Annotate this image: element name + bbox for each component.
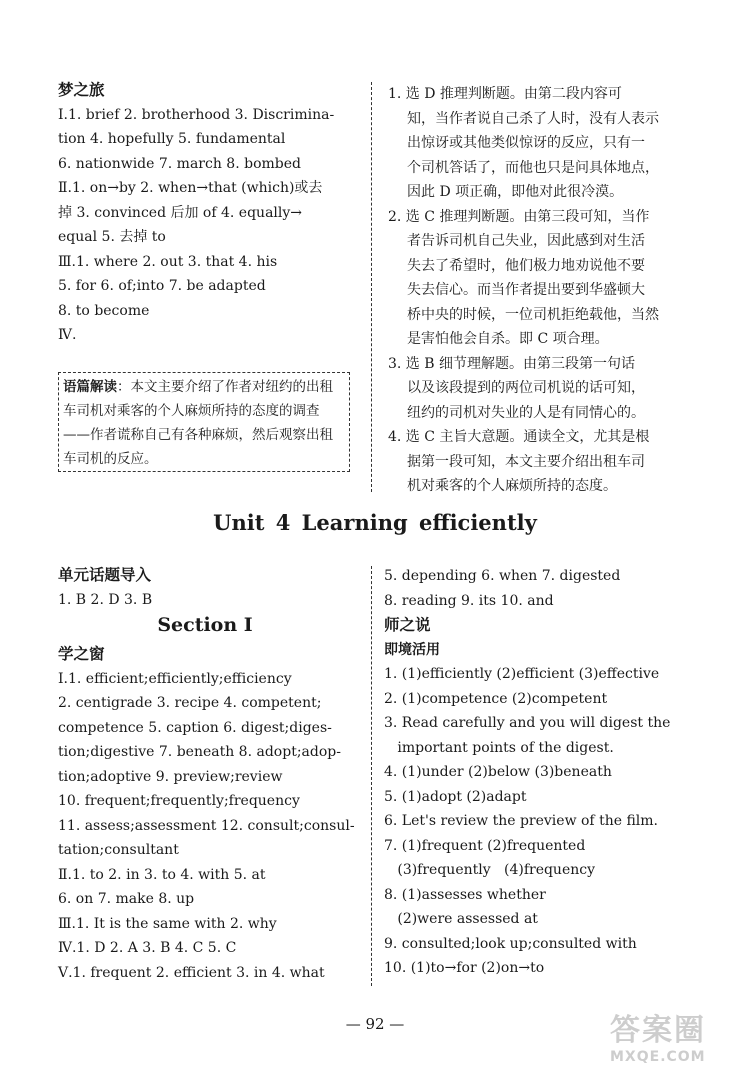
bottom-left-answers (52, 642, 362, 985)
bottom-left-column (58, 563, 358, 612)
answer-line: 5. for 6. of;into 7. be adapted (58, 278, 266, 294)
bottom-right-column (384, 564, 714, 981)
answer-line: tion 4. hopefully 5. fundamental (58, 131, 286, 147)
answer-line: 1. B 2. D 3. B (58, 591, 153, 608)
section-title: Section Ⅰ (157, 614, 253, 636)
answer-line: equal 5. 去掉 to (58, 229, 166, 245)
heading-study-window: 学之窗 (58, 644, 105, 663)
explanation-line: 据第一段可知，本文主要介绍出租车司 (407, 453, 645, 470)
explanation-line: 出惊讶或其他类似惊讶的反应，只有一 (407, 135, 645, 151)
answer-line: 2. centigrade 3. recipe 4. competent; (58, 695, 322, 711)
answer-line: 11. assess;assessment 12. consult;consul- (58, 817, 355, 834)
answer-line: Ⅱ.1. on→by 2. when→that (which)或去 (58, 180, 323, 196)
answer-line: 8. to become (58, 302, 150, 319)
passage-note-box (58, 372, 350, 472)
explanation-line: 桥中央的时候，一位司机拒绝载他，当然 (407, 306, 659, 323)
page-number: — 92 — (345, 1015, 405, 1033)
answer-line: 8. (1)assesses whether (384, 886, 546, 903)
explanation-line: 纽约的司机对失业的人是有同情心的。 (407, 404, 645, 421)
explanation-line: 知，当作者说自己杀了人时，没有人表示 (407, 110, 659, 127)
explanation-line: 3. 选 B 细节理解题。由第三段第一句话 (388, 355, 635, 372)
answer-line: 6. nationwide 7. march 8. bombed (58, 155, 301, 172)
answer-line: 4. (1)under (2)below (3)beneath (384, 764, 612, 780)
column-divider (371, 82, 372, 492)
answer-line: Ⅰ.1. efficient;efficiently;efficiency (58, 670, 292, 687)
note-label: 语篇解读 (63, 379, 117, 395)
explanation-line: 因此 D 项正确，即他对此很冷漠。 (407, 184, 624, 200)
answer-line: 10. (1)to→for (2)on→to (384, 960, 545, 976)
explanation-line: 2. 选 C 推理判断题。由第三段可知，当作 (388, 208, 650, 225)
top-left-column (58, 78, 358, 348)
answer-line: 9. consulted;look up;consulted with (384, 935, 637, 952)
answer-line: 5. depending 6. when 7. digested (384, 568, 621, 584)
answer-line: 6. Let's review the preview of the film. (384, 813, 658, 829)
answer-line: (3)frequently (4)frequency (384, 862, 596, 878)
heading-dream-journey: 梦之旅 (58, 80, 105, 99)
note-text: ：本文主要介绍了作者对纽约的出租车司机对乘客的个人麻烦所持的态度的调查——作者谎称自己有各种麻烦，然后观察出租车司机的反应。 (63, 379, 333, 467)
answer-line: Ⅲ.1. where 2. out 3. that 4. his (58, 253, 278, 270)
heading-unit-topic: 单元话题导入 (58, 565, 152, 584)
explanation-line: 失去了希望时，他们极力地劝说他不要 (407, 257, 645, 274)
answer-line: 10. frequent;frequently;frequency (58, 793, 300, 809)
explanation-line: 是害怕他会自杀。即 C 项合理。 (407, 331, 609, 347)
answer-line: competence 5. caption 6. digest;diges- (58, 719, 332, 736)
watermark-top-text: 答案圈 (610, 1013, 706, 1048)
explanation-line: 失去信心。而当作者提出要到华盛顿大 (407, 282, 645, 298)
unit-title: Unit 4 Learning efficiently (213, 510, 537, 535)
watermark-bottom-text: MXQE.COM (610, 1049, 706, 1065)
top-right-column (388, 82, 698, 499)
answer-line: important points of the digest. (384, 739, 614, 756)
answer-line: Ⅳ. (58, 327, 77, 343)
answer-line: tation;consultant (58, 842, 179, 858)
answer-line: Ⅴ.1. frequent 2. efficient 3. in 4. what (58, 964, 325, 981)
answer-line: 掉 3. convinced 后加 of 4. equally→ (58, 204, 303, 221)
answer-line: 7. (1)frequent (2)frequented (384, 837, 586, 854)
explanation-line: 1. 选 D 推理判断题。由第二段内容可 (388, 86, 622, 102)
answer-line: 2. (1)competence (2)competent (384, 690, 608, 707)
answer-line: Ⅰ.1. brief 2. brotherhood 3. Discrimina- (58, 106, 335, 123)
answer-line: 5. (1)adopt (2)adapt (384, 788, 527, 805)
explanation-line: 机对乘客的个人麻烦所持的态度。 (407, 478, 617, 494)
answer-line: Ⅲ.1. It is the same with 2. why (58, 915, 277, 932)
answer-line: tion;adoptive 9. preview;review (58, 768, 283, 785)
answer-line: Ⅱ.1. to 2. in 3. to 4. with 5. at (58, 866, 266, 883)
answer-line: 6. on 7. make 8. up (58, 891, 195, 907)
explanation-line: 个司机答话了，而他也只是问具体地点， (407, 159, 659, 176)
answer-line: 1. (1)efficiently (2)efficient (3)effective (384, 666, 660, 682)
explanation-line: 者告诉司机自己失业，因此感到对生活 (407, 233, 645, 249)
explanation-line: 4. 选 C 主旨大意题。通读全文，尤其是根 (388, 429, 650, 445)
answer-line: Ⅳ.1. D 2. A 3. B 4. C 5. C (58, 940, 237, 956)
explanation-line: 以及该段提到的两位司机说的话可知， (407, 380, 645, 396)
answer-line: 8. reading 9. its 10. and (384, 592, 554, 609)
heading-teacher-says: 师之说 (384, 615, 431, 634)
answer-line: 3. Read carefully and you will digest the (384, 715, 671, 731)
answer-line: tion;digestive 7. beneath 8. adopt;adop- (58, 744, 341, 760)
answer-line: (2)were assessed at (384, 911, 538, 927)
watermark-logo (610, 1005, 740, 1065)
heading-apply-in-context: 即境活用 (384, 641, 440, 658)
column-divider (371, 566, 372, 986)
